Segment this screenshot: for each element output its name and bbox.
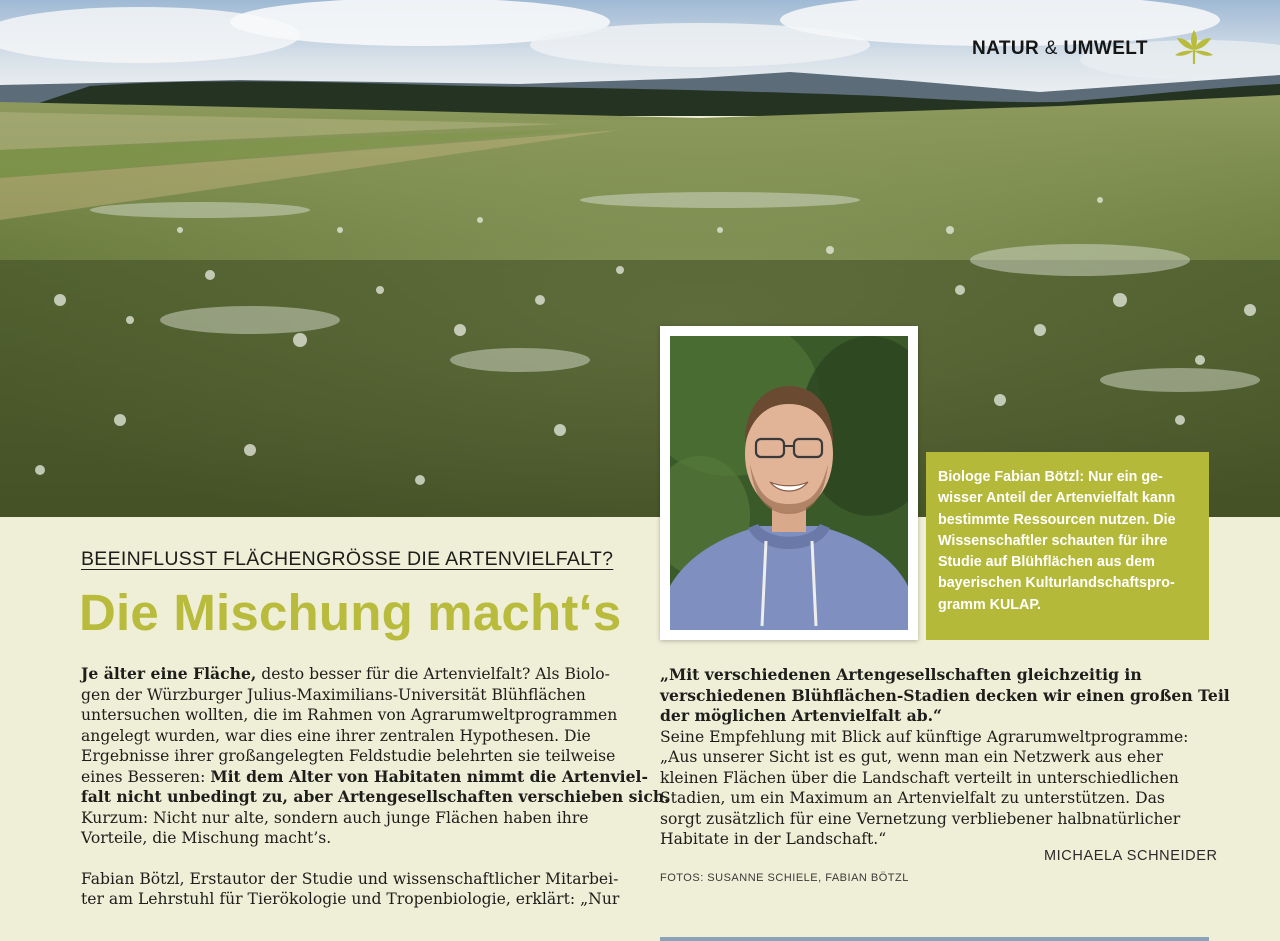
caption-line: Wissenschaftler schauten für ihre — [938, 532, 1168, 549]
section-label-ampersand: & — [1044, 38, 1058, 59]
key-finding-bold: Mit dem Alter von Habitaten nimmt die Artenviel- — [210, 766, 648, 786]
body-paragraph — [660, 727, 1220, 850]
article-kicker: BEEINFLUSST FLÄCHENGRÖSSE DIE ARTENVIELFALT? — [81, 548, 614, 570]
section-label-word1: NATUR — [972, 38, 1040, 59]
intro-lead-bold: Je älter eine Fläche, — [81, 664, 257, 683]
body-text: Kurzum: Nicht nur alte, sondern auch junge Flächen haben ihre — [81, 808, 589, 827]
key-finding-bold: falt nicht unbedingt zu, aber Artengesellschaften verschieben sich. — [81, 787, 670, 806]
quote-line: „Mit verschiedenen Artengesellschaften gleichzeitig in — [660, 665, 1142, 684]
body-text: Stadien, um ein Maximum an Artenvielfalt zu unterstützen. Das — [660, 789, 1165, 807]
portrait-photo — [670, 336, 908, 630]
caption-line: Studie auf Blühflächen aus dem — [938, 554, 1155, 571]
body-paragraph — [81, 869, 641, 910]
caption-line: gramm KULAP. — [938, 596, 1042, 613]
body-text: Ergebnisse ihrer großangelegten Feldstudie belehrten sie teilweise — [81, 747, 616, 765]
body-text: Vorteile, die Mischung macht’s. — [81, 829, 332, 847]
section-label-word2: UMWELT — [1063, 38, 1148, 59]
article-column-left — [81, 664, 670, 910]
body-text: desto besser für die Artenvielfalt? Als Biolo- — [256, 665, 610, 683]
body-text: gen der Würzburger Julius-Maximilians-Universität Blühflächen — [81, 685, 586, 704]
portrait-frame — [660, 326, 918, 640]
body-text: untersuchen wollten, die im Rahmen von Agrarumweltprogrammen — [81, 706, 618, 724]
caption-line: wisser Anteil der Artenvielfalt kann — [938, 490, 1176, 507]
body-text: ter am Lehrstuhl für Tierökologie und Tropenbiologie, erklärt: „Nur — [81, 890, 620, 908]
body-text: kleinen Flächen über die Landschaft verteilt in unterschiedlichen — [660, 768, 1179, 787]
caption-line: bestimmte Ressourcen nutzen. Die — [938, 511, 1176, 528]
body-text: Fabian Bötzl, Erstautor der Studie und wissenschaftlicher Mitarbei- — [81, 869, 619, 888]
body-text: sorgt zusätzlich für eine Vernetzung verbliebener halbnatürlicher — [660, 809, 1181, 828]
body-text: angelegt wurden, war dies eine ihrer zentralen Hypothesen. Die — [81, 726, 591, 745]
quote-line: verschiedenen Blühflächen-Stadien decken wir einen großen Teil — [660, 685, 1230, 705]
intro-paragraph — [81, 664, 670, 849]
caption-line: bayerischen Kulturlandschaftspro- — [938, 575, 1175, 592]
quote-line: der möglichen Artenvielfalt ab.“ — [660, 706, 943, 725]
body-text: Seine Empfehlung mit Blick auf künftige Agrarumweltprogramme: — [660, 727, 1189, 746]
body-text: Habitate in der Landschaft.“ — [660, 830, 887, 848]
article-title: Die Mischung macht‘s — [79, 584, 622, 641]
section-label — [972, 38, 1148, 60]
body-text: „Aus unserer Sicht ist es gut, wenn man ein Netzwerk aus eher — [660, 748, 1163, 766]
body-text: eines Besseren: — [81, 767, 211, 786]
article-column-right — [660, 665, 1230, 850]
next-photo-edge — [660, 937, 1209, 941]
pull-quote — [660, 665, 1230, 727]
leaf-icon — [1172, 28, 1216, 68]
photo-credit: FOTOS: SUSANNE SCHIELE, FABIAN BÖTZL — [660, 872, 909, 884]
photo-caption — [926, 452, 1209, 640]
author-byline: MICHAELA SCHNEIDER — [1044, 848, 1218, 864]
caption-line: Biologe Fabian Bötzl: Nur ein ge- — [938, 469, 1163, 485]
